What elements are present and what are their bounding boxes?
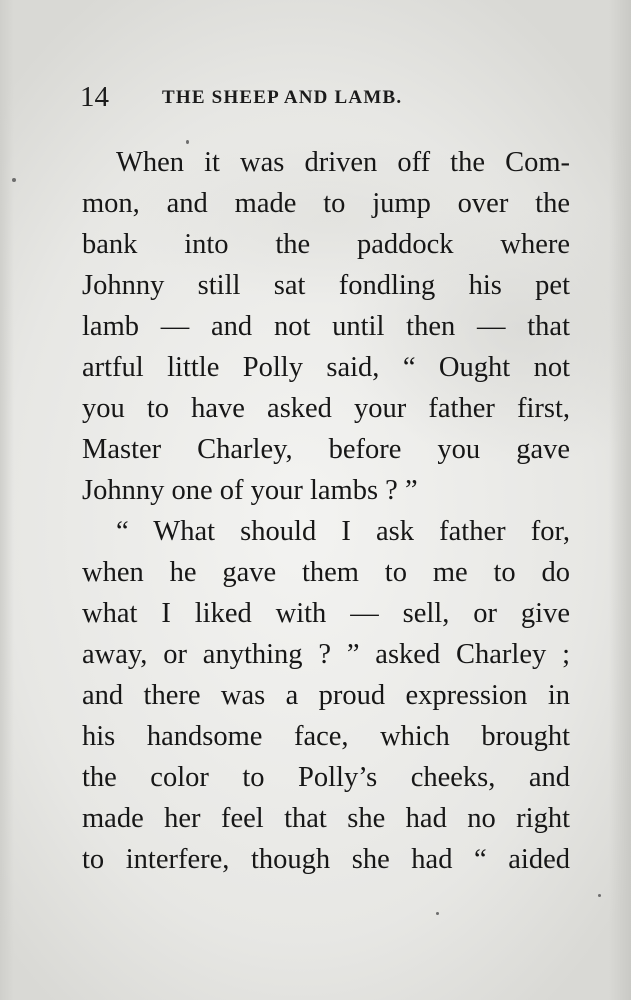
page-right-edge-shadow: [609, 0, 631, 1000]
text-line: his handsome face, which brought: [82, 721, 570, 752]
text-line: you to have asked your father first,: [82, 393, 570, 424]
text-line: Johnny still sat fondling his pet: [82, 270, 570, 301]
text-line: to interfere, though she had “ aided: [82, 844, 570, 875]
text-line: mon, and made to jump over the: [82, 188, 570, 219]
text-line: bank into the paddock where: [82, 229, 570, 260]
paper-speck: [436, 912, 439, 915]
text-line: the color to Polly’s cheeks, and: [82, 762, 570, 793]
paper-speck: [186, 140, 189, 144]
text-line: artful little Polly said, “ Ought not: [82, 352, 570, 383]
page-left-edge-shadow: [0, 0, 14, 1000]
text-line: what I liked with — sell, or give: [82, 598, 570, 629]
text-line: When it was driven off the Com-: [116, 147, 570, 178]
text-line: Master Charley, before you gave: [82, 434, 570, 465]
text-line: and there was a proud expression in: [82, 680, 570, 711]
text-line: Johnny one of your lambs ? ”: [82, 475, 418, 506]
text-line: away, or anything ? ” asked Charley ;: [82, 639, 570, 670]
paper-speck: [598, 894, 601, 897]
text-line: lamb — and not until then — that: [82, 311, 570, 342]
text-line: made her feel that she had no right: [82, 803, 570, 834]
body-text: [82, 142, 570, 880]
page-number: 14: [80, 81, 109, 113]
running-head: [80, 80, 560, 114]
running-head-title: THE SHEEP AND LAMB.: [162, 87, 403, 108]
text-line: when he gave them to me to do: [82, 557, 570, 588]
text-line: “ What should I ask father for,: [116, 516, 570, 547]
paper-speck: [12, 178, 16, 182]
